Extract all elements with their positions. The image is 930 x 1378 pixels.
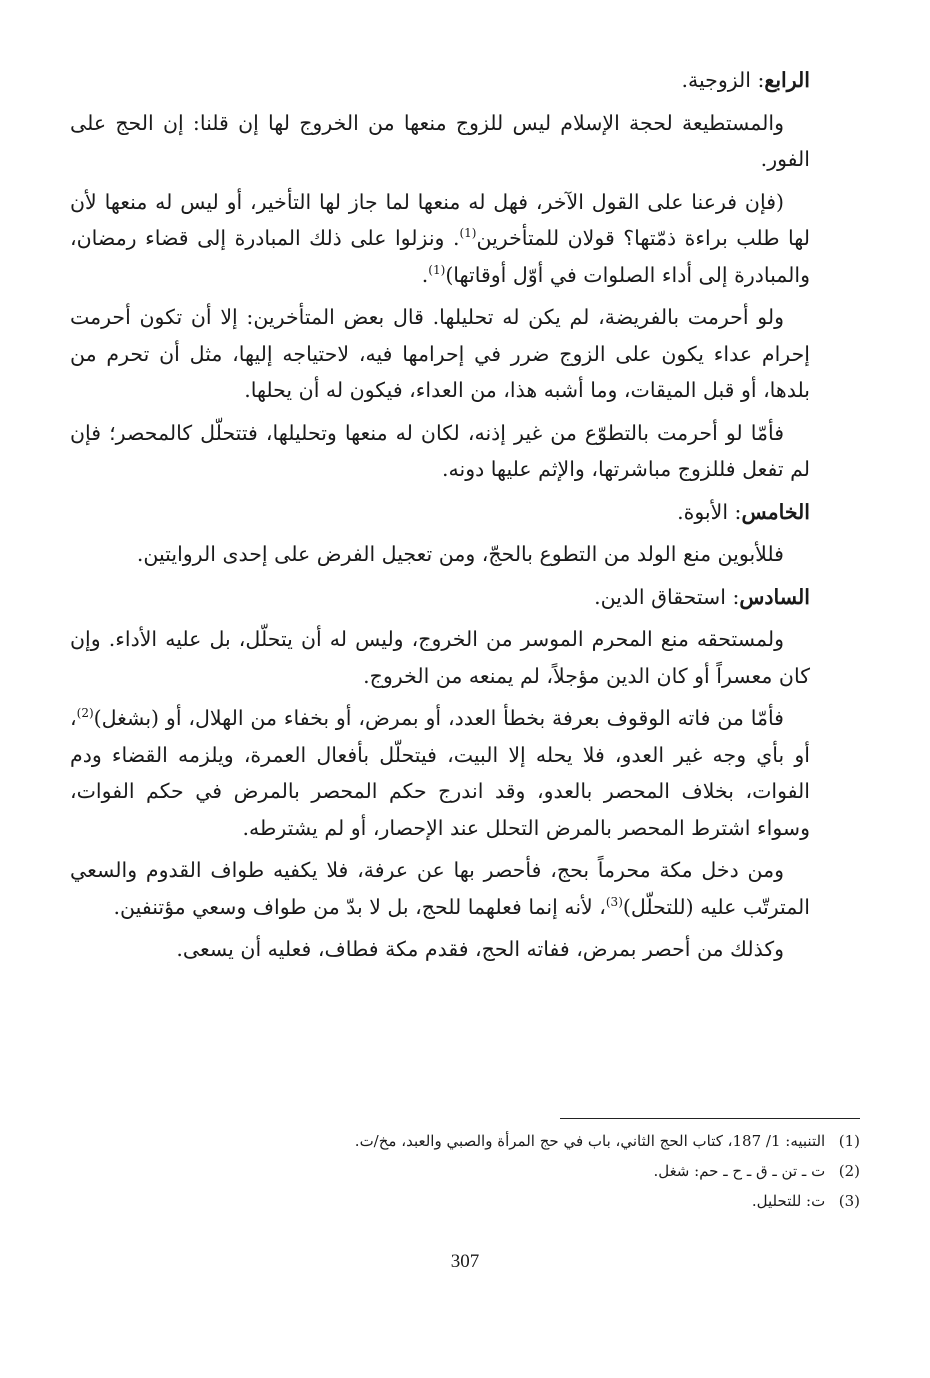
footnotes (200, 1126, 860, 1216)
footnote-item (200, 1126, 860, 1156)
footnote-text: ت: للتحليل. (751, 1192, 826, 1210)
section-label: الخامس (741, 499, 810, 524)
paragraph (70, 184, 810, 294)
footnote-number: (2) (838, 1162, 860, 1180)
footnote-ref: (1) (428, 262, 446, 277)
paragraph: والمستطيعة لحجة الإسلام ليس للزوج منعها من الخروج لها إن قلنا: إن الحج على الفور. (70, 110, 810, 171)
main-text (70, 62, 810, 974)
paragraph-text: . (421, 262, 429, 287)
section-title: : استحقاق الدين. (594, 584, 740, 609)
footnote-item (200, 1186, 860, 1216)
footnote-ref: (3) (605, 894, 623, 909)
paragraph-text: ومن دخل مكة محرماً بحج، فأحصر بها عن عرفة، فلا يكفيه طواف القدوم والسعي المترتّب عليه (للتحلّل) (70, 858, 810, 919)
paragraph: ولمستحقه منع المحرم الموسر من الخروج، وليس له أن يتحلّل، بل عليه الأداء. وإن كان معسراً أو كان الدين مؤجلاً، لم يمنعه من الخروج. (70, 627, 810, 688)
footnote-text: التنبيه: 1/ 187، كتاب الحج الثاني، باب في حج المرأة والصبي والعبد، مخ/ت. (354, 1132, 826, 1150)
footnote-text: ت ـ تن ـ ق ـ ح ـ حم: شغل. (653, 1162, 826, 1180)
paragraph-text: (فإن فرعنا على القول الآخر، فهل له منعها لما جاز لها التأخير، أو ليس له منعها لأن لها طلب براءة ذمّتها؟ قولان للمتأخرين (70, 189, 810, 250)
footnote-ref: (2) (76, 706, 94, 721)
section-heading-fourth (70, 62, 810, 99)
paragraph-text: فأمّا من فاته الوقوف بعرفة بخطأ العدد، أو بمرض، أو بخفاء من الهلال، أو (بشغل) (93, 706, 784, 730)
paragraph (70, 852, 810, 925)
section-heading-sixth (70, 579, 810, 616)
paragraph: فللأبوين منع الولد من التطوع بالحجّ، ومن تعجيل الفرض على إحدى الروايتين. (136, 542, 784, 566)
footnote-item (200, 1156, 860, 1186)
section-title: : الأبوة. (677, 499, 742, 524)
paragraph-text: ، لأنه إنما فعلهما للحج، بل لا بدّ من طواف وسعي مؤتنفين. (113, 894, 606, 919)
section-label: الرابع (764, 68, 810, 92)
paragraph: فأمّا لو أحرمت بالتطوّع من غير إذنه، لكان له منعها وتحليلها، فتتحلّل كالمحصر؛ فإن لم تفعل فللزوج مباشرتها، والإثم عليها دونه. (70, 420, 810, 481)
footnote-divider (560, 1118, 860, 1119)
paragraph: وكذلك من أحصر بمرض، ففاته الحج، فقدم مكة فطاف، فعليه أن يسعى. (176, 937, 784, 961)
paragraph: ولو أحرمت بالفريضة، لم يكن له تحليلها. قال بعض المتأخرين: إلا أن تكون أحرمت إحرام عداء يكون على الزوج ضرر في إحرامها فيه، لاحتياجه إليها، مثل أن تحرم من بلدها، أو قبل الميقات، وما أشبه هذا، من العداء، فيكون له أن يحلها. (70, 305, 810, 402)
paragraph-text: ، أو بأي وجه غير العدو، فلا يحله إلا البيت، فيتحلّل بأفعال العمرة، ويلزمه القضاء ودم الفوات، بخلاف المحصر بالعدو، وقد اندرج حكم المحصر بالمرض في حكم الفوات، وسواء اشترط المحصر بالمرض التحلل عند الإحصار، أو لم يشترطه. (70, 706, 810, 840)
section-title: : الزوجية. (681, 68, 765, 92)
footnote-number: (3) (838, 1192, 860, 1210)
paragraph (70, 700, 810, 846)
footnote-ref: (1) (459, 226, 477, 241)
footnote-number: (1) (838, 1132, 860, 1150)
paragraph-text: . ونزلوا على ذلك المبادرة إلى قضاء رمضان، والمبادرة إلى أداء الصلوات في أوّل أوقاتها) (70, 226, 810, 287)
section-label: السادس (739, 584, 810, 609)
page-number: 307 (450, 1251, 480, 1272)
section-heading-fifth (70, 494, 810, 531)
